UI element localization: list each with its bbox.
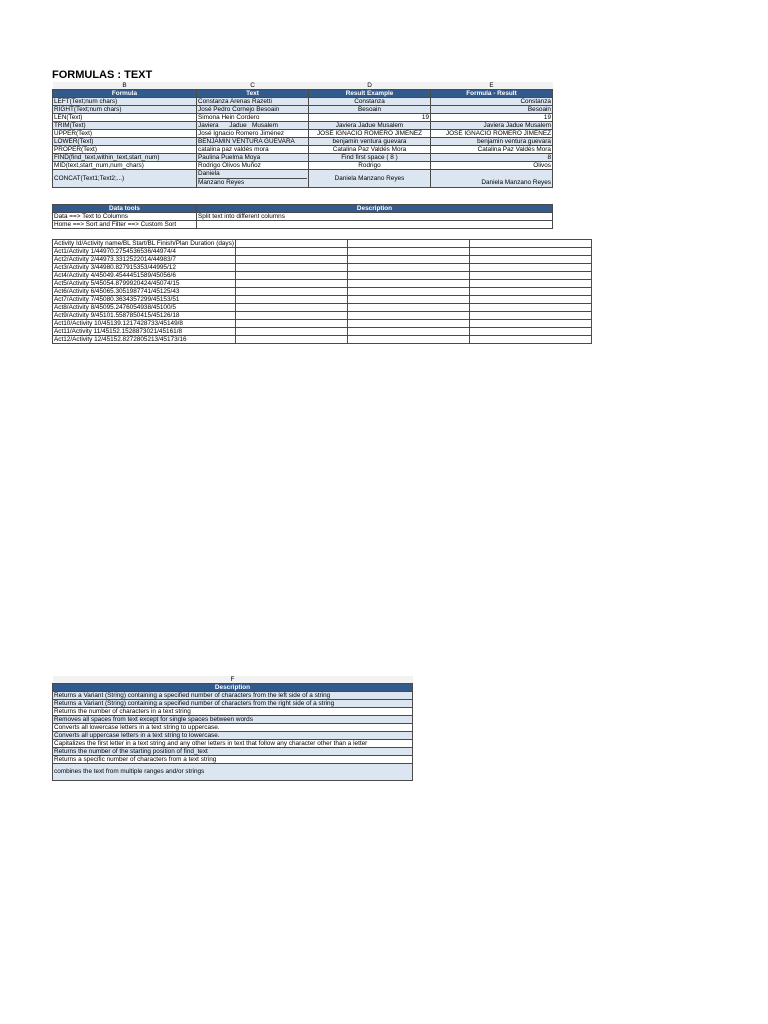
empty-cell[interactable]: [347, 304, 469, 312]
table-row: [53, 320, 592, 328]
empty-cell[interactable]: [469, 288, 591, 296]
empty-cell[interactable]: [347, 336, 469, 344]
table-row: [53, 213, 553, 221]
header-description-f[interactable]: Description: [53, 684, 413, 692]
description-cell[interactable]: Capitalizes the first letter in a text string and any other letters in text that follow any character other than a letter: [53, 740, 413, 748]
text-cell[interactable]: Constanza Arenas Razetti: [197, 98, 309, 106]
desc-cell[interactable]: Split text into different columns: [197, 213, 553, 221]
column-letter-f[interactable]: F: [53, 676, 413, 684]
formula-cell[interactable]: LEN(Text): [53, 114, 197, 122]
table-row: [53, 248, 592, 256]
formula-cell[interactable]: MID(text,start_num,num_chars): [53, 162, 197, 170]
table-row: [53, 138, 553, 146]
formula-cell[interactable]: RIGHT(Text;num chars): [53, 106, 197, 114]
empty-cell[interactable]: [469, 264, 591, 272]
description-cell[interactable]: Converts all uppercase letters in a text string to lowercase.: [53, 732, 413, 740]
result-cell[interactable]: 8: [431, 154, 553, 162]
result-cell[interactable]: 19: [431, 114, 553, 122]
empty-cell[interactable]: [469, 296, 591, 304]
text-cell[interactable]: José Pedro Cornejo Besoain: [197, 106, 309, 114]
table-row: [53, 312, 592, 320]
empty-cell[interactable]: [235, 272, 347, 280]
column-letter-c[interactable]: C: [197, 82, 309, 90]
table-row: [53, 240, 592, 248]
text-cell[interactable]: Javiera Jadue Musalem: [197, 122, 309, 130]
table-row: [53, 724, 413, 732]
empty-cell[interactable]: [235, 280, 347, 288]
table-row: [53, 296, 592, 304]
table-row: [53, 146, 553, 154]
formula-cell[interactable]: UPPER(Text): [53, 130, 197, 138]
example-cell[interactable]: Catalina Paz Valdés Mora: [309, 146, 431, 154]
activity-cell[interactable]: Act12/Activity 12/45152.8272805213/45173/16: [53, 336, 236, 344]
activity-cell[interactable]: Act7/Activity 7/45080.3634357299/45153/51: [53, 296, 236, 304]
description-cell[interactable]: combines the text from multiple ranges and/or strings: [53, 764, 413, 781]
result-cell[interactable]: Olivos: [431, 162, 553, 170]
example-cell[interactable]: JOSÉ IGNACIO ROMERO JIMÉNEZ: [309, 130, 431, 138]
empty-cell[interactable]: [347, 312, 469, 320]
header-formula-result[interactable]: Formula - Result: [431, 90, 553, 98]
table-row: [53, 732, 413, 740]
result-cell[interactable]: benjamin ventura guevara: [431, 138, 553, 146]
empty-cell[interactable]: [347, 320, 469, 328]
activity-header-cell[interactable]: Activity Id/Activity name/BL Start/BL Finish/Plan Duration (days): [54, 240, 234, 247]
example-cell[interactable]: Daniela Manzano Reyes: [309, 170, 431, 188]
activity-cell[interactable]: Act8/Activity 8/45095.2476054938/45100/5: [53, 304, 236, 312]
header-formula[interactable]: Formula: [53, 90, 197, 98]
table-row: [53, 748, 413, 756]
empty-cell[interactable]: [235, 256, 347, 264]
formulas-table: [52, 82, 553, 188]
text-cell[interactable]: Paulina Puelma Moya: [197, 154, 309, 162]
empty-cell[interactable]: [469, 256, 591, 264]
empty-cell[interactable]: [235, 264, 347, 272]
table-row: [53, 692, 413, 700]
formula-cell[interactable]: LOWER(Text): [53, 138, 197, 146]
empty-cell[interactable]: [235, 240, 347, 248]
sheet-title: FORMULAS : TEXT: [52, 69, 153, 81]
empty-cell[interactable]: [347, 328, 469, 336]
table-row: [53, 106, 553, 114]
description-cell[interactable]: Returns a Variant (String) containing a specified number of characters from the right side of a string: [53, 700, 413, 708]
description-cell[interactable]: Returns the number of characters in a text string: [53, 708, 413, 716]
empty-cell[interactable]: [235, 288, 347, 296]
activity-cell[interactable]: Act5/Activity 5/45054.8799920424/45074/15: [53, 280, 236, 288]
tool-cell[interactable]: Home ==> Sort and Filter ==> Custom Sort: [53, 221, 197, 229]
empty-cell[interactable]: [235, 336, 347, 344]
result-cell[interactable]: Javiera Jadue Musalem: [431, 122, 553, 130]
example-cell[interactable]: Rodrigo: [309, 162, 431, 170]
table-row: [53, 272, 592, 280]
table-row: [53, 700, 413, 708]
column-letter-e[interactable]: E: [431, 82, 553, 90]
empty-cell[interactable]: [469, 248, 591, 256]
table-row: [53, 130, 553, 138]
activity-cell[interactable]: Act9/Activity 9/45101.5587850415/45126/18: [53, 312, 236, 320]
desc-cell[interactable]: [197, 221, 553, 229]
data-tools-table: [52, 204, 553, 229]
table-row: [53, 162, 553, 170]
table-row: [53, 280, 592, 288]
table-row: [53, 708, 413, 716]
empty-cell[interactable]: [469, 320, 591, 328]
description-cell[interactable]: Returns a Variant (String) containing a specified number of characters from the left side of a string: [53, 692, 413, 700]
table-row: [53, 328, 592, 336]
example-cell[interactable]: Find first space ( 8 ): [309, 154, 431, 162]
empty-cell[interactable]: [469, 272, 591, 280]
header-result-example[interactable]: Result Example: [309, 90, 431, 98]
table-row: [53, 264, 592, 272]
example-cell[interactable]: Javiera Jadue Musalem: [309, 122, 431, 130]
empty-cell[interactable]: [347, 264, 469, 272]
formula-cell[interactable]: LEFT(Text;num chars): [53, 98, 197, 106]
example-cell[interactable]: Constanza: [309, 98, 431, 106]
empty-cell[interactable]: [469, 312, 591, 320]
empty-cell[interactable]: [347, 272, 469, 280]
empty-cell[interactable]: [235, 296, 347, 304]
empty-cell[interactable]: [235, 328, 347, 336]
table-row: [53, 764, 413, 781]
empty-cell[interactable]: [235, 320, 347, 328]
activities-table: [52, 239, 592, 344]
empty-cell[interactable]: [347, 288, 469, 296]
result-cell[interactable]: Catalina Paz Valdés Mora: [431, 146, 553, 154]
header-description[interactable]: Description: [197, 205, 553, 213]
table-row: [53, 114, 553, 122]
activity-cell[interactable]: Act6/Activity 6/45065.3051987741/45125/43: [53, 288, 236, 296]
text-cell[interactable]: José Ignacio Romero Jiménez: [197, 130, 309, 138]
activity-cell[interactable]: Act1/Activity 1/44970.2754536536/44974/4: [53, 248, 236, 256]
example-cell[interactable]: Besoain: [309, 106, 431, 114]
table-row: [53, 336, 592, 344]
column-letter-d[interactable]: D: [309, 82, 431, 90]
empty-cell[interactable]: [469, 336, 591, 344]
activity-cell[interactable]: Act2/Activity 2/44973.3312522014/44983/7: [53, 256, 236, 264]
descriptions-table: [52, 676, 413, 781]
activity-cell[interactable]: Act11/Activity 11/45152.1528873021/45161/8: [53, 328, 236, 336]
result-cell[interactable]: Constanza: [431, 98, 553, 106]
table-row: [53, 122, 553, 130]
text-cell[interactable]: Simona Hein Cordero: [197, 114, 309, 122]
formula-cell[interactable]: TRIM(Text): [53, 122, 197, 130]
empty-cell[interactable]: [469, 240, 591, 248]
table-row: [53, 740, 413, 748]
header-text[interactable]: Text: [197, 90, 309, 98]
empty-cell[interactable]: [469, 304, 591, 312]
example-cell[interactable]: benjamin ventura guevara: [309, 138, 431, 146]
text-cell-concat[interactable]: [197, 170, 309, 188]
empty-cell[interactable]: [469, 280, 591, 288]
empty-cell[interactable]: [235, 312, 347, 320]
tool-cell[interactable]: Data ==> Text to Columns: [53, 213, 197, 221]
formula-cell[interactable]: PROPER(Text): [53, 146, 197, 154]
table-row: [53, 154, 553, 162]
table-row: [53, 756, 413, 764]
empty-cell[interactable]: [347, 280, 469, 288]
empty-cell[interactable]: [469, 328, 591, 336]
result-cell[interactable]: JOSÉ IGNACIO ROMERO JIMÉNEZ: [431, 130, 553, 138]
formula-cell[interactable]: CONCAT(Text1;Text2;...): [53, 170, 197, 188]
table-row: [53, 221, 553, 229]
table-row: [53, 304, 592, 312]
text-cell[interactable]: BENJAMIN VENTURA GUEVARA: [197, 138, 309, 146]
result-cell[interactable]: Daniela Manzano Reyes: [431, 170, 553, 188]
description-cell[interactable]: Returns the number of the starting position of find_text: [53, 748, 413, 756]
empty-cell[interactable]: [347, 296, 469, 304]
description-cell[interactable]: Returns a specific number of characters from a text string: [53, 756, 413, 764]
text-cell[interactable]: Rodrigo Olivos Muñoz: [197, 162, 309, 170]
empty-cell[interactable]: [235, 304, 347, 312]
header-data-tools[interactable]: Data tools: [53, 205, 197, 213]
example-cell[interactable]: 19: [309, 114, 431, 122]
text-cell[interactable]: catalina paz valdés mora: [197, 146, 309, 154]
table-row: [53, 716, 413, 724]
empty-cell[interactable]: [347, 248, 469, 256]
activity-cell[interactable]: Act10/Activity 10/45139.1217428733/45149/8: [53, 320, 236, 328]
column-letter-b[interactable]: B: [53, 82, 197, 90]
empty-cell[interactable]: [347, 256, 469, 264]
table-row: [53, 256, 592, 264]
concat-text-1: Daniela: [198, 170, 220, 177]
activity-cell[interactable]: Act4/Activity 4/45049.4544451589/45056/6: [53, 272, 236, 280]
description-cell[interactable]: Converts all lowercase letters in a text string to uppercase.: [53, 724, 413, 732]
empty-cell[interactable]: [347, 240, 469, 248]
formula-cell[interactable]: FIND(find_text,within_text,start_num): [53, 154, 197, 162]
result-cell[interactable]: Besoain: [431, 106, 553, 114]
concat-text-2: Manzano Reyes: [198, 178, 307, 187]
table-row: [53, 288, 592, 296]
activity-cell[interactable]: Act3/Activity 3/44980.827915353/44995/12: [53, 264, 236, 272]
description-cell[interactable]: Removes all spaces from text except for single spaces between words: [53, 716, 413, 724]
table-row: [53, 98, 553, 106]
empty-cell[interactable]: [235, 248, 347, 256]
table-row-concat: [53, 170, 553, 188]
